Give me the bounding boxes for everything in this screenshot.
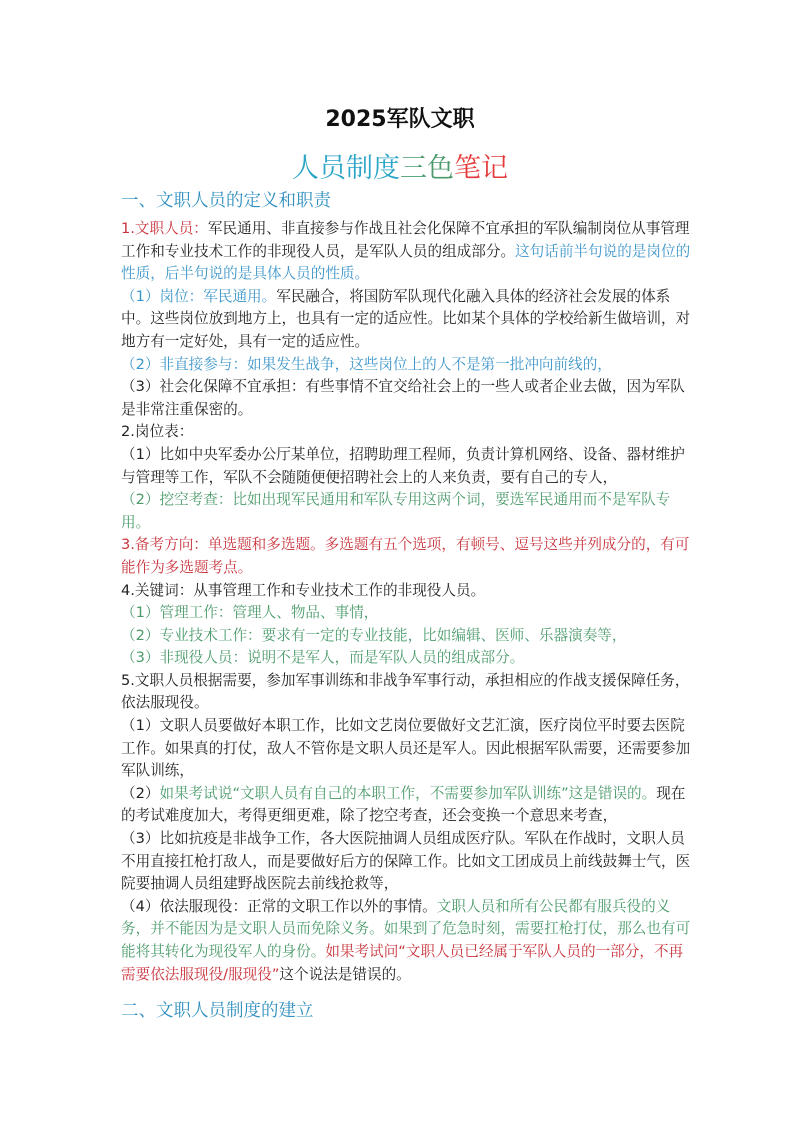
text-run: 5.文职人员根据需要，参加军事训练和非战争军事行动，承担相应的作战支援保障任务，依法服现役。 xyxy=(121,671,690,712)
paragraph xyxy=(121,715,691,783)
paragraph xyxy=(121,783,691,828)
text-run: 2.岗位表： xyxy=(121,423,194,441)
doc-title: 2025军队文职 xyxy=(325,107,475,132)
doc-subtitle xyxy=(0,146,800,185)
body-text xyxy=(121,218,691,986)
paragraph xyxy=(121,376,691,421)
text-run: 文职人员和所有公民都有服兵役的义务，并不能因为是文职人员而免除义务。如果到了危急时刻，需要扛枪打仗，那么也有可能将其转化为现役军人的身份。 xyxy=(121,897,691,960)
paragraph xyxy=(121,444,691,489)
paragraph xyxy=(121,421,691,444)
paragraph xyxy=(121,354,691,377)
paragraph xyxy=(121,218,691,286)
subtitle-part-1: 人员制度 xyxy=(292,153,400,184)
text-run: （1）比如中央军委办公厅某单位，招聘助理工程师，负责计算机网络、设备、器材维护与管理等工作，军队不会随随便便招聘社会上的人来负责，要有自己的专人， xyxy=(121,445,685,486)
text-run: 军民融合，将国防军队现代化融入具体的经济社会发展的体系中。这些岗位放到地方上，也具有一定的适应性。比如某个具体的学校给新生做培训，对地方有一定好处，具有一定的适应性。 xyxy=(121,287,691,350)
paragraph xyxy=(121,670,691,715)
paragraph xyxy=(121,625,691,648)
text-run: 这个说法是错误的。 xyxy=(279,965,411,983)
paragraph xyxy=(121,580,691,603)
paragraph xyxy=(121,534,691,579)
paragraph xyxy=(121,602,691,625)
text-run: （2）挖空考查：比如出现军民通用和军队专用这两个词，要选军民通用而不是军队专用。 xyxy=(121,491,671,531)
text-run: 4.关键词：从事管理工作和专业技术工作的非现役人员。 xyxy=(121,581,486,599)
text-run: 如果考试说“文职人员有自己的本职工作，不需要参加军队训练”这是错误的。 xyxy=(159,784,657,802)
subtitle-part-3: 笔记 xyxy=(454,153,508,184)
text-run: （2） xyxy=(121,784,160,802)
text-run: （1）管理工作：管理人、物品、事情， xyxy=(121,604,379,622)
paragraph xyxy=(121,286,691,354)
text-run: （1）文职人员要做好本职工作，比如文艺岗位要做好文艺汇演，医疗岗位平时要去医院工作。如果真的打仗，敌人不管你是文职人员还是军人。因此根据军队需要，还需要参加军队训练， xyxy=(121,717,691,780)
paragraph xyxy=(121,896,691,986)
text-run: （2）专业技术工作：要求有一定的专业技能，比如编辑、医师、乐器演奏等， xyxy=(121,626,627,644)
text-run: 现在的考试难度加大，考得更细更难，除了挖空考查，还会变换一个意思来考查， xyxy=(121,784,686,825)
subtitle-part-2: 三色 xyxy=(400,153,454,184)
paragraph xyxy=(121,647,691,670)
paragraph xyxy=(121,489,691,534)
text-run: （1）岗位：军民通用。 xyxy=(121,287,277,305)
section-heading-1: 一、文职人员的定义和职责 xyxy=(121,191,331,211)
text-run: （4）依法服现役：正常的文职工作以外的事情。 xyxy=(121,897,437,915)
text-run: （3）比如抗疫是非战争工作，各大医院抽调人员组成医疗队。军队在作战时，文职人员不用直接扛枪打敌人，而是要做好后方的保障工作。比如文工团成员上前线鼓舞士气，医院要抽调人员组建野战医院去前线抢救等， xyxy=(121,830,691,893)
text-run: （3）非现役人员：说明不是军人，而是军队人员的组成部分。 xyxy=(121,649,525,667)
paragraph xyxy=(121,828,691,896)
text-run: （2）非直接参与：如果发生战争，这些岗位上的人不是第一批冲向前线的， xyxy=(121,355,612,373)
section-heading-2: 二、文职人员制度的建立 xyxy=(121,1001,314,1021)
text-run: 如果考试问“文职人员已经属于军队人员的一部分，不再需要依法服现役/服现役” xyxy=(121,943,684,983)
text-run: 1.文职人员： xyxy=(121,220,208,237)
text-run: 这句话前半句说的是岗位的性质，后半句说的是具体人员的性质。 xyxy=(121,242,691,283)
text-run: 军民通用、非直接参与作战且社会化保障不宜承担的军队编制岗位从事管理工作和专业技术工作的非现役人员，是军队人员的组成部分。 xyxy=(121,220,690,260)
text-run: （3）社会化保障不宜承担：有些事情不宜交给社会上的一些人或者企业去做，因为军队是非常注重保密的。 xyxy=(121,378,685,418)
text-run: 3.备考方向：单选题和多选题。多选题有五个选项，有顿号、逗号这些并列成分的，有可能作为多选题考点。 xyxy=(121,536,690,576)
